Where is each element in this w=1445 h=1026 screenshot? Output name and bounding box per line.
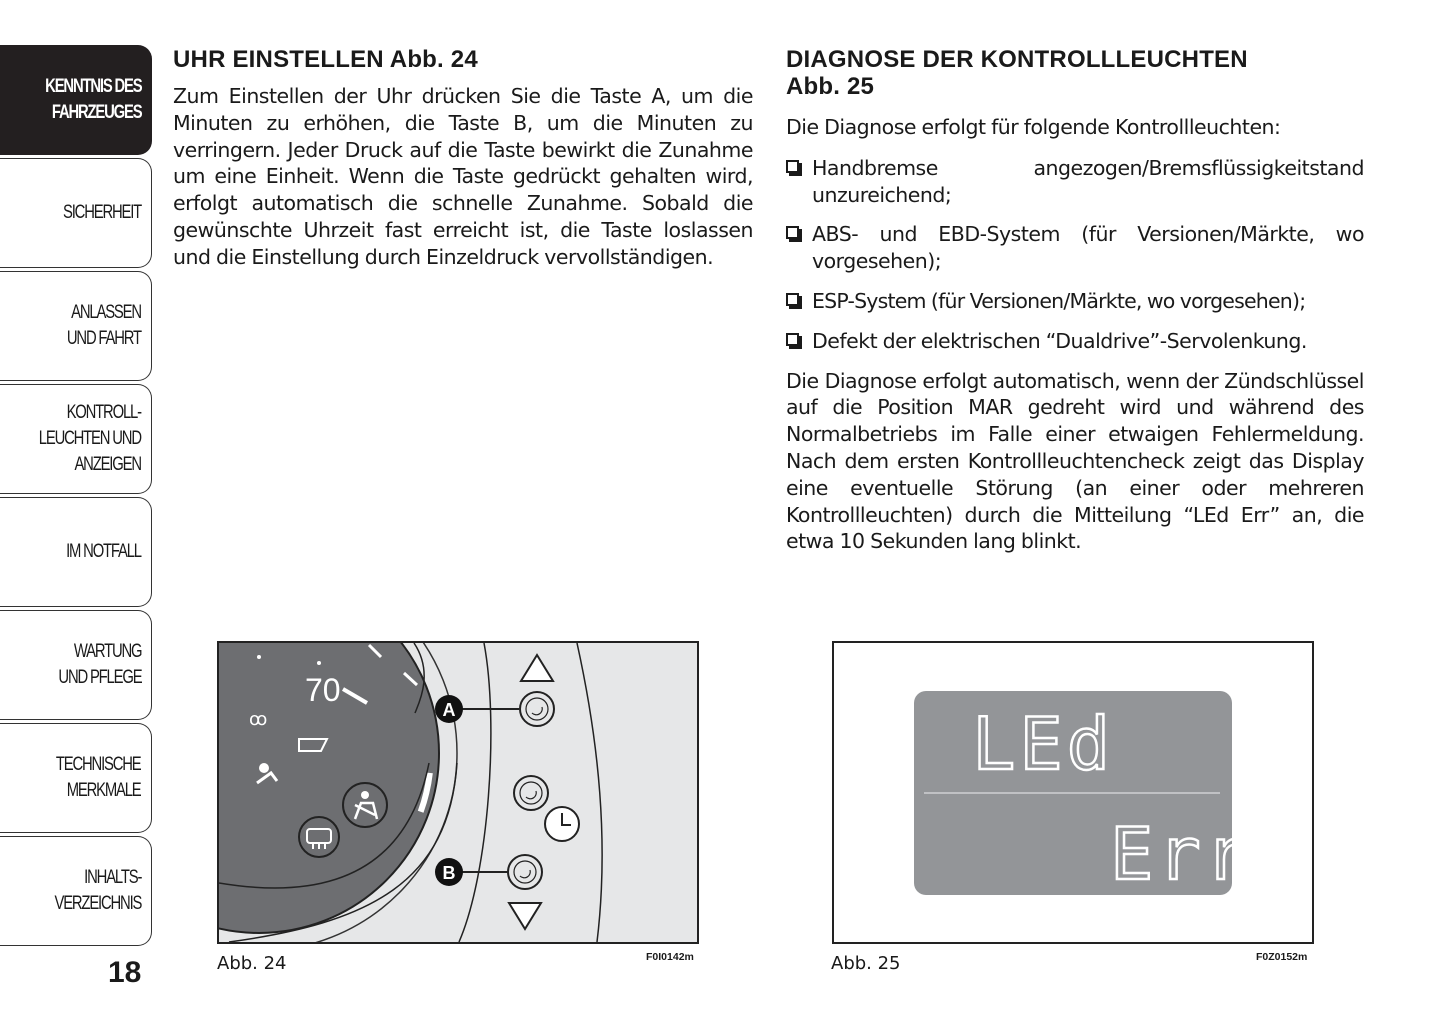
- tab-label: KENNTNIS DES FAHRZEUGES: [44, 76, 141, 123]
- lcd-line-1: LEd: [972, 702, 1115, 786]
- lcd-line-2: Err: [1110, 812, 1253, 896]
- speed-label-70: 70: [305, 672, 341, 708]
- dial-dot: [257, 655, 261, 659]
- tab-label: IM NOTFALL: [66, 541, 141, 562]
- tab-wartung-und-pflege[interactable]: [0, 610, 152, 720]
- dashboard-illustration: [219, 643, 697, 942]
- figure-24-dashboard: [217, 641, 699, 944]
- seatbelt-icon-head: [361, 791, 369, 799]
- arrow-down-icon: [509, 903, 541, 929]
- section-heading: DIAGNOSE DER KONTROLLLEUCHTEN Abb. 25: [786, 46, 1248, 100]
- airbag-icon: [259, 763, 269, 773]
- tab-label: TECHNISCHE MERKMALE: [56, 754, 141, 801]
- section-intro: Die Diagnose erfolgt für folgende Kontrollleuchten:: [786, 115, 1281, 139]
- figure-24-code: F0I0142m: [646, 951, 694, 963]
- list-item: [786, 328, 1364, 355]
- list-item-text: Defekt der elektrischen “Dualdrive”-Servolenkung.: [812, 328, 1307, 353]
- figure-24-caption: Abb. 24: [217, 953, 287, 974]
- tab-label: ANLASSEN UND FAHRT: [66, 302, 141, 349]
- button-clock[interactable]: [514, 776, 548, 810]
- checkbox-bullet-icon: [786, 333, 799, 346]
- checkbox-bullet-icon: [786, 160, 799, 173]
- section-uhr-einstellen: [173, 46, 753, 271]
- rear-defrost-icon: [299, 817, 339, 857]
- list-item-text: Handbremse angezogen/Bremsflüssigkeitstand unzureichend;: [812, 155, 1364, 207]
- dash-contour: [459, 643, 491, 942]
- button-a-minutes-up[interactable]: [520, 692, 554, 726]
- seatbelt-warning-icon: [343, 783, 387, 827]
- tab-technische-merkmale[interactable]: [0, 723, 152, 833]
- clock-icon: [545, 807, 579, 841]
- section-paragraph: Zum Einstellen der Uhr drücken Sie die Taste A, um die Minuten zu erhöhen, die Taste B, um die Minuten zu verringern. Jeder Druck auf die Taste bewirkt die Zunahme um eine Einheit. Wenn die Taste gedrückt gehalten wird, erfolgt automatisch die schnelle Zunahme. Sobald die gewünschte Uhrzeit fast erreicht ist, die Taste loslassen und die Einstellung durch Einzeldruck vervollständigen.: [173, 84, 753, 269]
- list-item: [786, 288, 1364, 315]
- tab-im-notfall[interactable]: [0, 497, 152, 607]
- tab-kenntnis-des-fahrzeuges[interactable]: [0, 45, 152, 155]
- list-item-text: ESP-System (für Versionen/Märkte, wo vorgesehen);: [812, 288, 1306, 313]
- display-illustration: [834, 643, 1312, 942]
- label-a: A: [442, 700, 456, 720]
- tab-sicherheit[interactable]: [0, 158, 152, 268]
- dash-contour: [577, 643, 602, 942]
- tab-anlassen-und-fahrt[interactable]: [0, 271, 152, 381]
- arrow-up-icon: [521, 655, 553, 681]
- list-item-text: ABS- und EBD-System (für Versionen/Märkte, wo vorgesehen);: [812, 222, 1364, 274]
- label-b: B: [442, 863, 456, 883]
- tab-label: INHALTS- VERZEICHNIS: [54, 867, 141, 914]
- section-diagnose: [786, 46, 1364, 555]
- tab-kontrollleuchten-und-anzeigen[interactable]: [0, 384, 152, 494]
- tab-label: WARTUNG UND PFLEGE: [57, 641, 141, 688]
- diagnose-list: [786, 155, 1364, 355]
- list-item: [786, 221, 1364, 275]
- section-heading: UHR EINSTELLEN Abb. 24: [173, 46, 478, 73]
- button-b-minutes-down[interactable]: [508, 855, 542, 889]
- checkbox-bullet-icon: [786, 226, 799, 239]
- checkbox-bullet-icon: [786, 293, 799, 306]
- figure-25-display: [832, 641, 1314, 944]
- page-number: 18: [108, 956, 142, 989]
- tab-label: SICHERHEIT: [62, 202, 141, 223]
- fog-light-icon: ꝏ: [249, 709, 268, 730]
- section-paragraph: Die Diagnose erfolgt automatisch, wenn der Zündschlüssel auf die Position MAR gedreht wird und während des Normalbetriebs im Falle einer etwaigen Fehlermeldung. Nach dem ersten Kontrollleuchtencheck zeigt das Display eine eventuelle Störung (an einer oder mehreren Kontrollleuchten) durch die Mitteilung “LEd Err” an, die etwa 10 Sekunden lang blinkt.: [786, 368, 1364, 554]
- tab-label: KONTROLL- LEUCHTEN UND ANZEIGEN: [38, 402, 141, 475]
- figure-25-caption: Abb. 25: [831, 953, 901, 974]
- tab-inhaltsverzeichnis[interactable]: [0, 836, 152, 946]
- dial-dot: [317, 661, 321, 665]
- list-item: [786, 155, 1364, 209]
- figure-25-code: F0Z0152m: [1256, 951, 1308, 963]
